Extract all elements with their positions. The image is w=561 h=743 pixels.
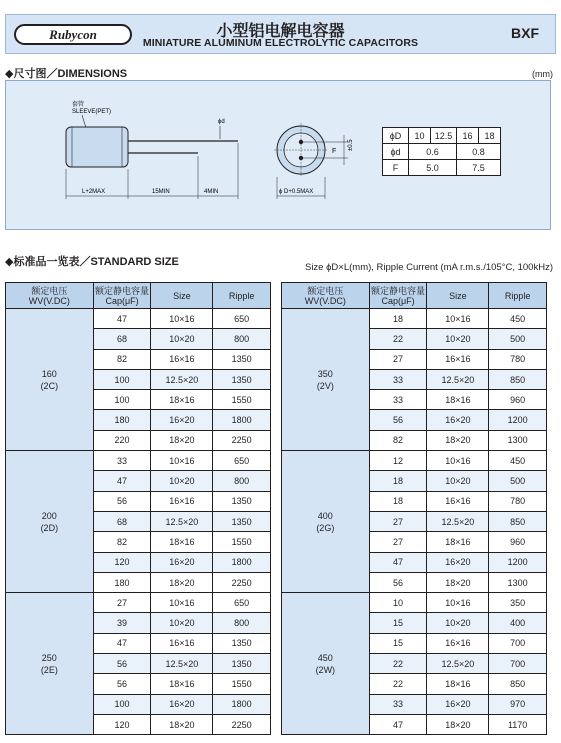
table-body xyxy=(282,309,547,735)
size-cell: 18×20 xyxy=(427,572,489,592)
capacitance-cell: 180 xyxy=(93,572,151,592)
table-row xyxy=(282,451,547,471)
ripple-cell: 1550 xyxy=(213,674,271,694)
ripple-cell: 1800 xyxy=(213,694,271,714)
ripple-cell: 800 xyxy=(213,471,271,491)
ripple-cell: 500 xyxy=(489,471,547,491)
size-note: Size ϕD×L(mm), Ripple Current (mA r.m.s./105°C, 100kHz) xyxy=(304,262,553,273)
f-tolerance: ±0.5 xyxy=(348,139,354,151)
capacitance-cell: 56 xyxy=(369,572,427,592)
ripple-cell: 650 xyxy=(213,309,271,329)
voltage-cell: 160 (2C) xyxy=(6,309,94,451)
capacitance-cell: 120 xyxy=(93,552,151,572)
capacitance-cell: 68 xyxy=(93,511,151,531)
capacitance-cell: 10 xyxy=(369,593,427,613)
size-cell: 10×16 xyxy=(151,451,213,471)
lead-dia-label: ϕd xyxy=(218,119,225,125)
ripple-cell: 500 xyxy=(489,329,547,349)
ripple-cell: 2250 xyxy=(213,714,271,734)
ripple-cell: 1200 xyxy=(489,410,547,430)
dim-cell: ϕd xyxy=(383,144,409,160)
ripple-cell: 800 xyxy=(213,329,271,349)
capacitance-cell: 18 xyxy=(369,471,427,491)
capacitor-body xyxy=(66,127,128,167)
size-cell: 16×16 xyxy=(427,491,489,511)
ripple-cell: 850 xyxy=(489,511,547,531)
ripple-cell: 1350 xyxy=(213,491,271,511)
ripple-cell: 1800 xyxy=(213,552,271,572)
ripple-cell: 1550 xyxy=(213,390,271,410)
size-cell: 12.5×20 xyxy=(151,511,213,531)
ripple-cell: 1170 xyxy=(489,714,547,734)
header-ripple: Ripple xyxy=(489,283,547,309)
table-row xyxy=(6,593,271,613)
size-cell: 18×16 xyxy=(151,532,213,552)
dim-cell: 12.5 xyxy=(431,128,457,144)
f-label: F xyxy=(332,148,337,155)
size-cell: 10×16 xyxy=(151,309,213,329)
ripple-cell: 1350 xyxy=(213,349,271,369)
dim-cell: 0.8 xyxy=(457,144,501,160)
ripple-cell: 2250 xyxy=(213,430,271,450)
size-cell: 18×20 xyxy=(427,430,489,450)
capacitance-cell: 82 xyxy=(93,532,151,552)
dim-cell: 16 xyxy=(457,128,479,144)
capacitance-cell: 18 xyxy=(369,491,427,511)
ripple-cell: 650 xyxy=(213,451,271,471)
voltage-cell: 450 (2W) xyxy=(282,593,370,735)
ripple-cell: 960 xyxy=(489,532,547,552)
ripple-cell: 1350 xyxy=(213,511,271,531)
voltage-cell: 350 (2V) xyxy=(282,309,370,451)
capacitance-cell: 100 xyxy=(93,390,151,410)
capacitance-cell: 22 xyxy=(369,674,427,694)
table-row xyxy=(282,309,547,329)
table-row xyxy=(6,309,271,329)
ripple-cell: 1300 xyxy=(489,430,547,450)
size-cell: 10×16 xyxy=(427,451,489,471)
lead-spacing-table xyxy=(382,127,501,176)
length-label: L+2MAX xyxy=(82,189,106,195)
capacitance-cell: 47 xyxy=(93,633,151,653)
capacitance-cell: 56 xyxy=(93,491,151,511)
capacitance-cell: 100 xyxy=(93,369,151,389)
header-cap: 额定静电容量 Cap(μF) xyxy=(369,283,427,309)
size-cell: 16×20 xyxy=(151,410,213,430)
capacitance-cell: 82 xyxy=(369,430,427,450)
size-cell: 16×20 xyxy=(151,552,213,572)
size-cell: 18×16 xyxy=(427,532,489,552)
size-cell: 18×16 xyxy=(427,390,489,410)
capacitance-cell: 47 xyxy=(369,714,427,734)
size-cell: 16×20 xyxy=(151,694,213,714)
ripple-cell: 350 xyxy=(489,593,547,613)
lead-4min-label: 4MIN xyxy=(204,189,219,195)
header-size: Size xyxy=(427,283,489,309)
lead-min-label: 15MIN xyxy=(152,189,170,195)
size-cell: 10×20 xyxy=(151,613,213,633)
table-body xyxy=(6,309,271,735)
ripple-cell: 780 xyxy=(489,491,547,511)
capacitance-cell: 18 xyxy=(369,309,427,329)
dimensions-panel xyxy=(5,80,551,230)
size-cell: 16×16 xyxy=(427,349,489,369)
capacitance-cell: 33 xyxy=(369,390,427,410)
ripple-cell: 650 xyxy=(213,593,271,613)
size-cell: 16×16 xyxy=(151,633,213,653)
capacitance-cell: 82 xyxy=(93,349,151,369)
sleeve-en-label: SLEEVE(PET) xyxy=(72,109,112,115)
standard-table-right xyxy=(281,282,547,735)
capacitance-cell: 22 xyxy=(369,329,427,349)
size-cell: 16×16 xyxy=(151,491,213,511)
size-cell: 16×20 xyxy=(427,552,489,572)
size-cell: 10×20 xyxy=(151,329,213,349)
header-wv: 额定电压 WV(V.DC) xyxy=(282,283,370,309)
capacitance-cell: 47 xyxy=(93,471,151,491)
capacitance-cell: 180 xyxy=(93,410,151,430)
ripple-cell: 1300 xyxy=(489,572,547,592)
size-cell: 10×20 xyxy=(427,471,489,491)
capacitance-cell: 27 xyxy=(93,593,151,613)
ripple-cell: 1200 xyxy=(489,552,547,572)
capacitance-cell: 33 xyxy=(369,369,427,389)
dimensions-heading: ◆尺寸图／DIMENSIONS xyxy=(5,68,128,80)
capacitance-cell: 47 xyxy=(93,309,151,329)
capacitance-cell: 15 xyxy=(369,633,427,653)
size-cell: 10×20 xyxy=(427,329,489,349)
ripple-cell: 1350 xyxy=(213,369,271,389)
size-cell: 12.5×20 xyxy=(151,369,213,389)
dim-cell: 10 xyxy=(409,128,431,144)
ripple-cell: 700 xyxy=(489,633,547,653)
size-cell: 18×16 xyxy=(151,674,213,694)
ripple-cell: 450 xyxy=(489,451,547,471)
capacitance-cell: 220 xyxy=(93,430,151,450)
sleeve-cn-label: 套管 xyxy=(72,102,85,108)
size-cell: 18×20 xyxy=(151,714,213,734)
standard-table-left xyxy=(5,282,271,735)
size-cell: 10×20 xyxy=(427,613,489,633)
size-cell: 10×20 xyxy=(151,471,213,491)
header-wv: 额定电压 WV(V.DC) xyxy=(6,283,94,309)
size-cell: 12.5×20 xyxy=(427,369,489,389)
capacitance-cell: 56 xyxy=(93,674,151,694)
header-cap: 额定静电容量 Cap(μF) xyxy=(93,283,151,309)
ripple-cell: 1550 xyxy=(213,532,271,552)
table-row xyxy=(6,451,271,471)
header-size: Size xyxy=(151,283,213,309)
header-ripple: Ripple xyxy=(213,283,271,309)
capacitance-cell: 27 xyxy=(369,511,427,531)
dimensions-unit: (mm) xyxy=(532,69,553,79)
capacitance-cell: 56 xyxy=(93,654,151,674)
size-cell: 16×20 xyxy=(427,694,489,714)
size-cell: 18×20 xyxy=(151,572,213,592)
capacitance-cell: 33 xyxy=(93,451,151,471)
capacitance-cell: 47 xyxy=(369,552,427,572)
ripple-cell: 700 xyxy=(489,654,547,674)
ripple-cell: 970 xyxy=(489,694,547,714)
ripple-cell: 960 xyxy=(489,390,547,410)
capacitance-cell: 22 xyxy=(369,654,427,674)
voltage-cell: 250 (2E) xyxy=(6,593,94,735)
size-cell: 12.5×20 xyxy=(151,654,213,674)
capacitance-cell: 39 xyxy=(93,613,151,633)
size-cell: 18×20 xyxy=(427,714,489,734)
size-cell: 18×16 xyxy=(151,390,213,410)
capacitance-cell: 68 xyxy=(93,329,151,349)
size-cell: 10×16 xyxy=(151,593,213,613)
series-code: BXF xyxy=(511,25,539,41)
ripple-cell: 2250 xyxy=(213,572,271,592)
capacitance-cell: 56 xyxy=(369,410,427,430)
header-band xyxy=(5,14,556,54)
capacitance-cell: 15 xyxy=(369,613,427,633)
dim-cell: 0.6 xyxy=(409,144,457,160)
ripple-cell: 400 xyxy=(489,613,547,633)
dim-cell: 18 xyxy=(479,128,501,144)
size-cell: 18×16 xyxy=(427,674,489,694)
dim-cell: F xyxy=(383,160,409,176)
capacitance-cell: 12 xyxy=(369,451,427,471)
size-cell: 16×16 xyxy=(151,349,213,369)
ripple-cell: 850 xyxy=(489,674,547,694)
rubycon-logo: Rubycon xyxy=(14,24,132,45)
size-cell: 16×16 xyxy=(427,633,489,653)
size-cell: 10×16 xyxy=(427,593,489,613)
table-row xyxy=(282,593,547,613)
dim-cell: ϕD xyxy=(383,128,409,144)
ripple-cell: 1350 xyxy=(213,633,271,653)
dim-cell: 5.0 xyxy=(409,160,457,176)
ripple-cell: 850 xyxy=(489,369,547,389)
capacitance-cell: 33 xyxy=(369,694,427,714)
ripple-cell: 1350 xyxy=(213,654,271,674)
page-title-cn: 小型铝电解电容器 xyxy=(216,21,345,40)
size-cell: 18×20 xyxy=(151,430,213,450)
ripple-cell: 1800 xyxy=(213,410,271,430)
voltage-cell: 400 (2G) xyxy=(282,451,370,593)
size-cell: 10×16 xyxy=(427,309,489,329)
size-cell: 12.5×20 xyxy=(427,511,489,531)
ripple-cell: 450 xyxy=(489,309,547,329)
dim-cell: 7.5 xyxy=(457,160,501,176)
capacitance-cell: 27 xyxy=(369,532,427,552)
standard-size-heading: ◆标准品一览表／STANDARD SIZE xyxy=(5,256,179,268)
size-cell: 16×20 xyxy=(427,410,489,430)
page-title-en: MINIATURE ALUMINUM ELECTROLYTIC CAPACITORS xyxy=(142,37,419,49)
diameter-label: ϕ D+0.5MAX xyxy=(279,189,314,195)
capacitance-cell: 120 xyxy=(93,714,151,734)
ripple-cell: 780 xyxy=(489,349,547,369)
size-cell: 12.5×20 xyxy=(427,654,489,674)
voltage-cell: 200 (2D) xyxy=(6,451,94,593)
capacitance-cell: 100 xyxy=(93,694,151,714)
ripple-cell: 800 xyxy=(213,613,271,633)
capacitance-cell: 27 xyxy=(369,349,427,369)
